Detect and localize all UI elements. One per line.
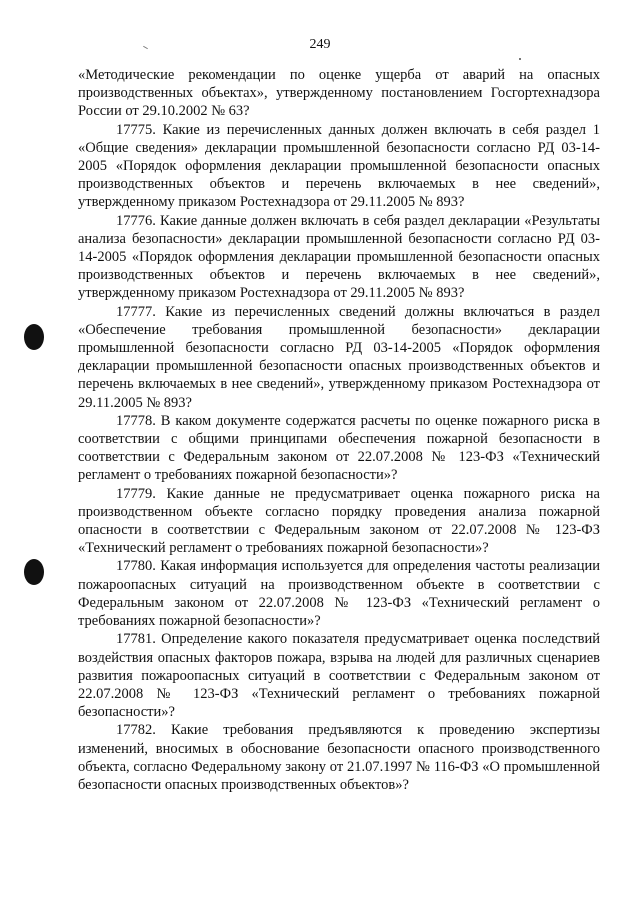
question-17775: 17775. Какие из перечисленных данных должен включать в себя раздел 1 «Общие сведения» декларации промышленной безопасности согласно РД 03-14-2005 «Порядок оформления декларации промышленной безопасности опасных производственных объектов и перечень включаемых в нее сведений», утвержденному приказом Ростехнадзора от 29.11.2005 № 893?	[78, 121, 600, 211]
question-17781: 17781. Определение какого показателя предусматривает оценка последствий воздействия опасных факторов пожара, взрыва на людей для различных сценариев развития пожароопасных ситуаций в соответствии с Федеральным законом от 22.07.2008 № 123-ФЗ «Технический регламент о требованиях пожарной безопасности»?	[78, 631, 600, 721]
question-17777: 17777. Какие из перечисленных сведений должны включаться в раздел «Обеспечение требования промышленной безопасности» декларации промышленной безопасности согласно РД 03-14-2005 «Порядок оформления декларации промышленной безопасности опасных производственных объектов и перечень включаемых в нее сведений», утвержденному приказом Ростехнадзора от 29.11.2005 № 893?	[78, 303, 600, 411]
question-17779: 17779. Какие данные не предусматривает оценка пожарного риска на производственном объекте согласно порядку проведения анализа пожарной опасности в соответствии с Федеральным законом от 22.07.2008 № 123-ФЗ «Технический регламент о требованиях пожарной безопасности»?	[78, 485, 600, 557]
question-17780: 17780. Какая информация используется для определения частоты реализации пожароопасных ситуаций на производственном объекте в соответствии с Федеральным законом от 22.07.2008 № 123-ФЗ «Технический регламент о требованиях пожарной безопасности»?	[78, 558, 600, 630]
punch-hole-upper	[24, 324, 44, 350]
scan-speck	[519, 58, 521, 60]
page-number: 249	[309, 37, 331, 52]
paragraph-continuation: «Методические рекомендации по оценке ущерба от аварий на опасных производственных объектах», утвержденному постановлением Госгортехнадзора России от 29.10.2002 № 63?	[78, 67, 600, 120]
question-17782: 17782. Какие требования предъявляются к проведению экспертизы изменений, вносимых в обоснование безопасности опасного производственного объекта, согласно Федеральному закону от 21.07.1997 № 116-ФЗ «О промышленной безопасности опасных производственных объектов»?	[78, 722, 600, 793]
punch-hole-lower	[24, 559, 44, 585]
question-17776: 17776. Какие данные должен включать в себя раздел декларации «Результаты анализа безопасности» декларации промышленной безопасности согласно РД 03-14-2005 «Порядок оформления декларации промышленной безопасности опасных производственных объектов и перечень включаемых в нее сведений», утвержденному приказом Ростехнадзора от 29.11.2005 № 893?	[78, 212, 600, 302]
question-17778: 17778. В каком документе содержатся расчеты по оценке пожарного риска в соответствии с общими принципами обеспечения пожарной безопасности в соответствии с Федеральным законом от 22.07.2008 № 123-ФЗ «Технический регламент о требованиях пожарной безопасности»?	[78, 412, 600, 484]
document-body	[78, 66, 600, 794]
